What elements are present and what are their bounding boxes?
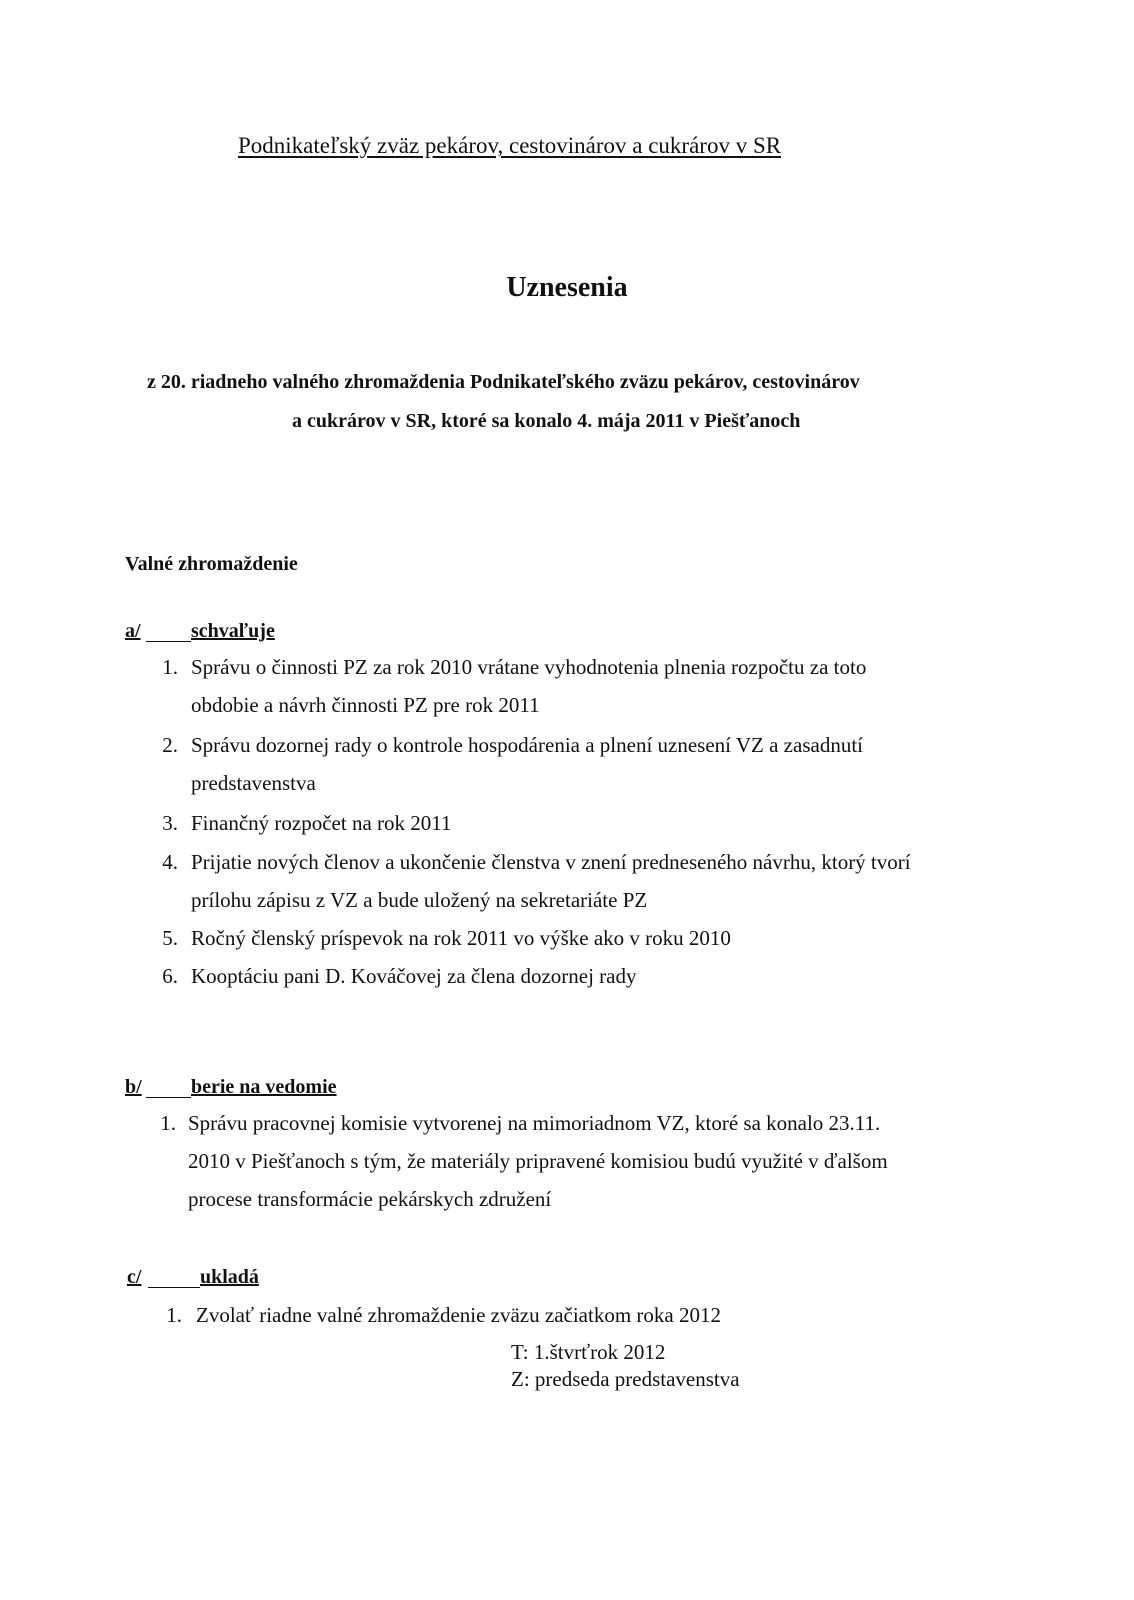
list-item-line: predstavenstva [191,771,316,795]
list-item-line: Kooptáciu pani D. Kováčovej za člena dozornej rady [191,964,637,988]
list-item-number: 3. [162,811,178,835]
list-item-line: procese transformácie pekárskych združení [188,1187,552,1211]
group-letter: c/ [127,1266,142,1288]
group-title: schvaľuje [191,620,275,642]
list-item-number: 2. [162,733,178,757]
group-letter: b/ [125,1076,142,1098]
list-item-line: Zvolať riadne valné zhromaždenie zväzu začiatkom roka 2012 [196,1303,721,1327]
list-item-number: 4. [162,850,178,874]
list-item-line: 2010 v Piešťanoch s tým, že materiály pripravené komisiou budú využité v ďalšom [188,1149,888,1173]
list-item-line: Finančný rozpočet na rok 2011 [191,811,452,835]
group-title: berie na vedomie [191,1076,337,1098]
responsible-person: Z: predseda predstavenstva [511,1367,740,1391]
list-item-number: 1. [166,1303,182,1327]
list-item-line: obdobie a návrh činnosti PZ pre rok 2011 [191,693,540,717]
list-item-line: Prijatie nových členov a ukončenie členstva v znení predneseného návrhu, ktorý tvorí [191,850,911,874]
list-item-number: 1. [162,655,178,679]
deadline-term: T: 1.štvrťrok 2012 [511,1340,666,1364]
list-item-line: Správu o činnosti PZ za rok 2010 vrátane vyhodnotenia plnenia rozpočtu za toto [191,655,867,679]
subtitle-line-1: z 20. riadneho valného zhromaždenia Podnikateľského zväzu pekárov, cestovinárov [147,371,860,393]
group-letter: a/ [125,620,141,642]
list-item-number: 1. [160,1111,176,1135]
group-rule [148,1287,200,1288]
list-item-number: 5. [162,926,178,950]
group-title: ukladá [200,1266,259,1288]
list-item-line: Správu dozornej rady o kontrole hospodárenia a plnení uznesení VZ a zasadnutí [191,733,863,757]
list-item-line: prílohu zápisu z VZ a bude uložený na sekretariáte PZ [191,888,648,912]
group-rule [146,641,191,642]
list-item-line: Správu pracovnej komisie vytvorenej na mimoriadnom VZ, ktoré sa konalo 23.11. [188,1111,881,1135]
document-title: Uznesenia [506,272,628,303]
section-heading: Valné zhromaždenie [125,553,298,575]
list-item-number: 6. [162,964,178,988]
list-item-line: Ročný členský príspevok na rok 2011 vo výške ako v roku 2010 [191,926,731,950]
document-header: Podnikateľský zväz pekárov, cestovinárov a cukrárov v SR [238,133,782,158]
group-rule [146,1097,191,1098]
subtitle-line-2: a cukrárov v SR, ktoré sa konalo 4. mája 2011 v Piešťanoch [292,410,801,432]
